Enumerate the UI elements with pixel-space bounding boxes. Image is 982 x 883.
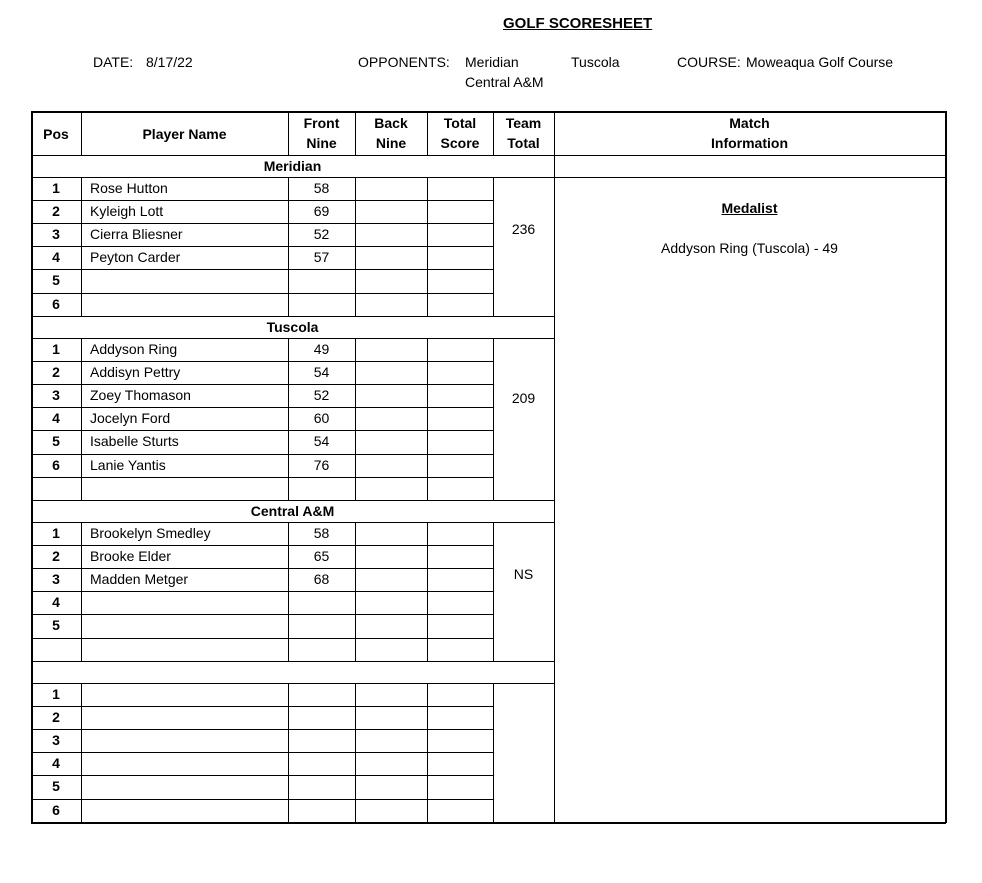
- table-rule: [493, 111, 494, 156]
- player-name: Zoey Thomason: [90, 387, 191, 404]
- opponents-label: OPPONENTS:: [358, 54, 450, 70]
- table-rule: [554, 338, 555, 501]
- table-rule: [427, 338, 428, 501]
- table-rule: [31, 522, 33, 662]
- front-nine-score: [288, 614, 355, 637]
- row-pos: 3: [52, 571, 60, 588]
- row-pos: 6: [52, 295, 60, 312]
- total-score-header-line1: Total: [443, 115, 477, 131]
- front-nine-score: [288, 683, 355, 706]
- table-rule: [31, 822, 946, 824]
- row-pos: 4: [52, 594, 60, 611]
- table-rule: [288, 683, 289, 823]
- row-pos: 2: [52, 203, 60, 220]
- front-nine-score: [288, 706, 355, 729]
- row-pos: 1: [52, 525, 60, 541]
- player-name: [90, 269, 288, 292]
- table-rule: [554, 111, 555, 156]
- player-name: Kyleigh Lott: [90, 203, 164, 220]
- table-rule: [288, 522, 289, 662]
- row-pos: 2: [52, 548, 60, 565]
- front-nine-score: 68: [313, 571, 330, 588]
- row-pos: 3: [52, 387, 60, 404]
- team-total-value: NS: [513, 566, 534, 582]
- player-name: [90, 775, 288, 798]
- front-nine-score: 54: [313, 364, 330, 381]
- opponent-3: Central A&M: [465, 74, 544, 90]
- team-total-value: 209: [511, 390, 536, 406]
- table-rule: [554, 500, 555, 523]
- table-rule: [81, 522, 82, 662]
- table-rule: [31, 338, 33, 501]
- table-rule: [945, 155, 947, 823]
- row-pos: 5: [52, 617, 60, 634]
- table-rule: [31, 316, 33, 339]
- player-name: [90, 477, 288, 500]
- front-nine-score: [288, 775, 355, 798]
- pos-header: Pos: [43, 126, 69, 142]
- row-pos: 4: [52, 410, 60, 427]
- front-nine-score: 54: [313, 433, 330, 450]
- date-value: 8/17/22: [146, 54, 193, 70]
- player-name: [90, 614, 288, 637]
- player-name: Madden Metger: [90, 571, 189, 588]
- table-rule: [355, 522, 356, 662]
- team-name-3: [31, 661, 554, 683]
- team-name-2: Central A&M: [250, 503, 335, 519]
- date-label: DATE:: [93, 54, 134, 70]
- total-score-header-line2: Score: [440, 135, 480, 151]
- table-rule: [81, 111, 82, 156]
- front-nine-score: 52: [313, 226, 330, 243]
- front-nine-score: [288, 591, 355, 614]
- row-pos: 1: [52, 341, 60, 357]
- row-pos: 5: [52, 433, 60, 450]
- table-rule: [427, 683, 428, 823]
- front-nine-score: [288, 477, 355, 500]
- team-total-value: [493, 683, 554, 787]
- row-pos: 5: [52, 778, 60, 795]
- table-rule: [81, 177, 82, 317]
- table-rule: [355, 683, 356, 823]
- front-nine-header-line2: Nine: [306, 135, 337, 151]
- player-name: Addyson Ring: [90, 341, 178, 357]
- back-nine-header-line2: Nine: [375, 135, 407, 151]
- table-rule: [81, 683, 82, 823]
- front-nine-score: 60: [313, 410, 330, 427]
- player-name: Brooke Elder: [90, 548, 171, 565]
- player-name: [90, 683, 288, 706]
- table-rule: [554, 522, 555, 662]
- table-rule: [81, 338, 82, 501]
- table-rule: [288, 338, 289, 501]
- player-name: [90, 293, 288, 316]
- medalist-text: Addyson Ring (Tuscola) - 49: [661, 240, 838, 256]
- team-name-1: Tuscola: [266, 319, 319, 335]
- course-value: Moweaqua Golf Course: [746, 54, 894, 70]
- front-nine-score: [288, 799, 355, 822]
- table-rule: [31, 111, 33, 156]
- player-name: Rose Hutton: [90, 180, 168, 196]
- medalist-heading: Medalist: [721, 200, 778, 216]
- player-name: [90, 729, 288, 752]
- player-name: [90, 591, 288, 614]
- team-name-0: Meridian: [263, 158, 322, 174]
- row-pos: 3: [52, 732, 60, 749]
- player-name: Isabelle Sturts: [90, 433, 179, 450]
- table-rule: [493, 683, 494, 823]
- front-nine-score: 49: [313, 341, 330, 357]
- player-name: [90, 752, 288, 775]
- front-nine-header-line1: Front: [303, 115, 340, 131]
- table-rule: [31, 683, 33, 823]
- table-rule: [945, 111, 947, 156]
- table-rule: [493, 338, 494, 501]
- row-pos: 4: [52, 249, 60, 266]
- table-rule: [31, 155, 33, 178]
- table-rule: [427, 177, 428, 317]
- player-name: [90, 799, 288, 822]
- table-rule: [554, 316, 555, 339]
- table-rule: [554, 177, 946, 178]
- table-rule: [288, 111, 289, 156]
- player-name: Brookelyn Smedley: [90, 525, 211, 541]
- front-nine-score: [288, 293, 355, 316]
- row-pos: [31, 477, 81, 500]
- match-information-header-line1: Match: [729, 115, 770, 131]
- player-name: Jocelyn Ford: [90, 410, 171, 427]
- table-rule: [31, 500, 33, 523]
- player-header: Player Name: [142, 126, 227, 142]
- row-pos: 2: [52, 364, 60, 381]
- table-rule: [554, 155, 555, 178]
- row-pos: 6: [52, 801, 60, 818]
- table-rule: [355, 111, 356, 156]
- row-pos: 2: [52, 709, 60, 726]
- player-name: Cierra Bliesner: [90, 226, 183, 243]
- table-rule: [427, 111, 428, 156]
- table-rule: [288, 177, 289, 317]
- table-rule: [355, 338, 356, 501]
- front-nine-score: 65: [313, 548, 330, 565]
- table-rule: [554, 683, 555, 823]
- match-information-header-line2: Information: [711, 135, 788, 151]
- front-nine-score: 58: [313, 180, 330, 196]
- table-rule: [31, 661, 33, 684]
- front-nine-score: [288, 269, 355, 292]
- row-pos: 1: [52, 180, 60, 196]
- front-nine-score: 57: [313, 249, 330, 266]
- row-pos: 1: [52, 686, 60, 702]
- row-pos: 4: [52, 755, 60, 772]
- row-pos: 3: [52, 226, 60, 243]
- front-nine-score: [288, 752, 355, 775]
- player-name: Lanie Yantis: [90, 456, 166, 473]
- front-nine-score: [288, 729, 355, 752]
- opponent-2: Tuscola: [571, 54, 620, 70]
- front-nine-score: 76: [313, 456, 330, 473]
- team-total-value: 236: [511, 221, 536, 237]
- page-title: GOLF SCORESHEET: [503, 15, 653, 32]
- table-rule: [493, 522, 494, 662]
- player-name: [90, 706, 288, 729]
- course-label: COURSE:: [677, 54, 741, 70]
- front-nine-score: 52: [313, 387, 330, 404]
- table-rule: [554, 661, 555, 684]
- opponent-1: Meridian: [465, 54, 519, 70]
- front-nine-score: 69: [313, 203, 330, 220]
- team-total-header-line2: Total: [507, 135, 540, 151]
- team-total-header-line1: Team: [505, 115, 542, 131]
- player-name: Addisyn Pettry: [90, 364, 181, 381]
- row-pos: 6: [52, 456, 60, 473]
- table-rule: [493, 177, 494, 317]
- row-pos: 5: [52, 272, 60, 289]
- back-nine-header-line1: Back: [374, 115, 408, 131]
- row-pos: [31, 638, 81, 661]
- front-nine-score: 58: [313, 525, 330, 541]
- table-rule: [427, 522, 428, 662]
- table-rule: [31, 177, 33, 317]
- table-rule: [355, 177, 356, 317]
- player-name: Peyton Carder: [90, 249, 181, 266]
- front-nine-score: [288, 638, 355, 661]
- player-name: [90, 638, 288, 661]
